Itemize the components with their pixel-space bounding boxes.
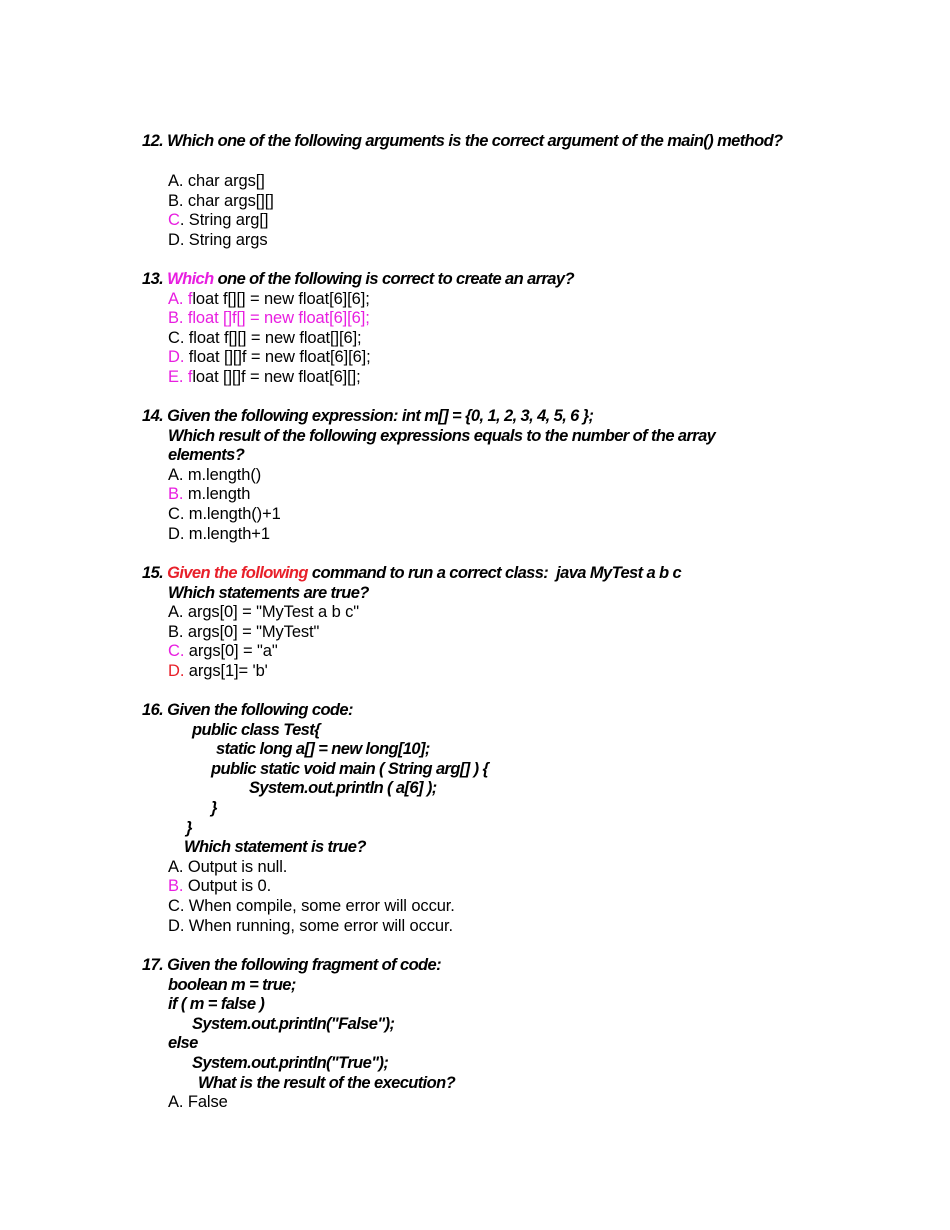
q13-option-a [168, 290, 370, 310]
code-line: } [186, 818, 192, 837]
code-line: boolean m = true; [168, 975, 296, 994]
option-letter: B [168, 191, 179, 210]
option-text: . String arg[] [179, 211, 269, 230]
option-text: . char args[][] [178, 191, 274, 210]
option-text: args[0] = "a" [184, 642, 278, 661]
highlighted-word: Which [167, 270, 214, 288]
q12-option-a [168, 172, 265, 192]
option-text: . args[0] = "MyTest" [178, 622, 320, 641]
q14-option-b [168, 485, 250, 505]
option-text: . args[0] = "MyTest a b c" [178, 603, 360, 622]
question-15-line-2: Which statements are true? [168, 583, 369, 602]
option-text: loat f[][] = new float[6][6]; [192, 289, 370, 308]
option-letter: C [168, 505, 180, 523]
question-text: one of the following is correct to create an array? [213, 270, 574, 288]
highlighted-phrase: Given the following [167, 564, 308, 582]
q12-option-c [168, 211, 268, 231]
q12-option-d [168, 231, 267, 251]
question-text: command to run a correct class: java MyTest a b c [307, 564, 682, 582]
question-14-line-1: 14. Given the following expression: int m[] = {0, 1, 2, 3, 4, 5, 6 }; [142, 407, 594, 425]
option-text: . char args[] [178, 172, 265, 190]
option-letter-highlighted: C [168, 211, 180, 230]
option-letter: C [168, 328, 180, 347]
option-letter: A [168, 172, 179, 190]
option-text: m.length [183, 485, 251, 504]
q14-option-a [168, 466, 261, 486]
question-number: 13. [142, 270, 168, 288]
option-text: float [][]f = new float[6][6]; [184, 348, 371, 367]
q14-option-c [168, 505, 281, 525]
option-letter: A [168, 465, 179, 484]
option-letter: B [168, 622, 179, 641]
q13-option-c [168, 329, 362, 349]
code-line: System.out.println ( a[6] ); [249, 779, 437, 798]
option-text: . float f[][] = new float[][6]; [179, 328, 362, 347]
option-text: . m.length+1 [179, 524, 270, 543]
option-text: loat [][]f = new float[6][]; [192, 368, 361, 386]
option-text: args[1]= 'b' [184, 662, 268, 680]
question-14-line-2: Which result of the following expressions equals to the number of the array [168, 426, 716, 445]
q15-option-c [168, 642, 278, 662]
option-letter-highlighted: B. [168, 485, 184, 504]
option-letter: C [168, 897, 180, 915]
option-letter-highlighted: D. [168, 662, 185, 680]
option-letter-highlighted: E. f [168, 368, 193, 386]
question-13 [142, 270, 574, 290]
code-line: } [211, 799, 217, 817]
option-letter: A [168, 603, 179, 622]
q15-option-d [168, 662, 268, 682]
question-17: 17. Given the following fragment of code: [142, 956, 442, 974]
code-line: else [168, 1034, 198, 1053]
option-text: . m.length() [178, 465, 262, 484]
option-letter: D [168, 916, 180, 935]
option-letter: D [168, 524, 180, 543]
q13-option-b [168, 309, 370, 329]
q12-option-b [168, 192, 274, 212]
question-15 [142, 564, 681, 584]
q13-option-e [168, 368, 361, 388]
option-letter-highlighted: A. f [168, 289, 193, 308]
q16-option-d [168, 917, 453, 937]
question-12: 12. Which one of the following arguments is the correct argument of the main() method? [142, 132, 783, 150]
option-text: . False [178, 1093, 228, 1112]
question-17-prompt: What is the result of the execution? [198, 1073, 456, 1092]
q16-option-c [168, 897, 455, 917]
option-text: . m.length()+1 [179, 505, 281, 523]
option-letter-highlighted: B. [168, 877, 184, 896]
code-line: static long a[] = new long[10]; [216, 740, 430, 759]
option-text: . Output is null. [178, 857, 288, 876]
code-line: public class Test{ [192, 720, 320, 739]
option-text: Output is 0. [183, 877, 272, 896]
option-letter: A [168, 857, 179, 876]
question-14-line-3: elements? [168, 446, 245, 465]
code-line: System.out.println("True"); [192, 1054, 389, 1072]
option-letter: D [168, 230, 180, 249]
q13-option-d [168, 348, 371, 368]
q15-option-a [168, 603, 359, 623]
q17-option-a [168, 1093, 228, 1113]
code-line: if ( m = false ) [168, 995, 265, 1014]
question-16-prompt: Which statement is true? [184, 838, 366, 857]
option-letter-highlighted: D. [168, 348, 185, 367]
option-text: . String args [179, 230, 268, 249]
option-letter-highlighted: C. [168, 642, 185, 661]
option-text: . When compile, some error will occur. [179, 897, 455, 915]
code-line: public static void main ( String arg[] ) { [211, 759, 489, 778]
question-16: 16. Given the following code: [142, 701, 353, 719]
q16-option-b [168, 877, 271, 897]
code-line: System.out.println("False"); [192, 1014, 395, 1033]
option-full-highlighted: B. float []f[] = new float[6][6]; [168, 309, 370, 328]
q14-option-d [168, 525, 270, 545]
q16-option-a [168, 858, 287, 878]
question-number: 15. [142, 564, 168, 582]
option-letter: A [168, 1093, 179, 1112]
q15-option-b [168, 623, 319, 643]
option-text: . When running, some error will occur. [179, 916, 453, 935]
